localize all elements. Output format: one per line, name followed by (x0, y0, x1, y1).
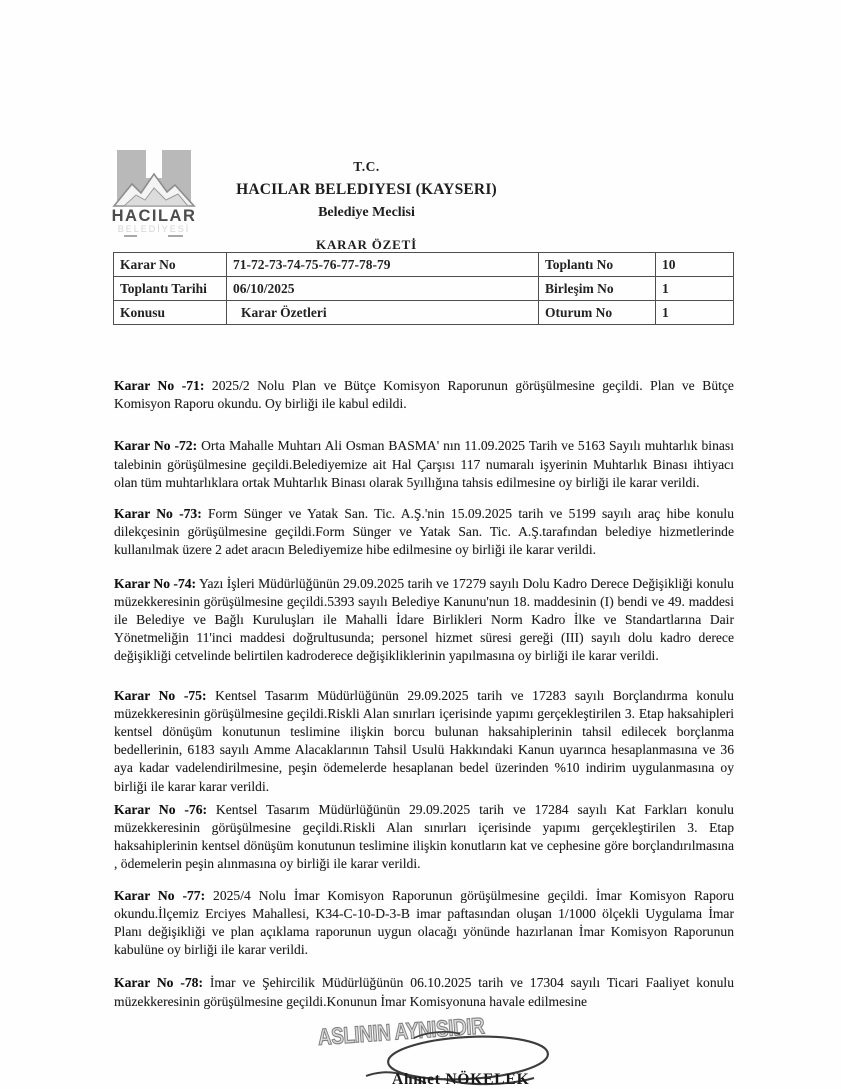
decision-label: Karar No -74: (114, 575, 197, 591)
toplanti-tarihi-value: 06/10/2025 (227, 277, 539, 301)
decision-paragraph-73 (114, 505, 734, 560)
decision-paragraph-75 (114, 687, 734, 796)
oturum-no-label: Oturum No (539, 301, 656, 325)
decision-meta-table (113, 252, 734, 325)
decision-text: Form Sünger ve Yatak San. Tic. A.Ş.'nin 15.09.2025 tarih ve 5199 sayılı araç hibe konulu dilekçesinin görüşülmesine geçildi.Form Sünger ve Yatak San. Tic. A.Ş.tarafından belediye hizmetlerinde kullanılmak üzere 2 adet aracın Belediyemize hibe edilmesine oy birliği ile karar verildi. (114, 506, 734, 558)
konusu-value: Karar Özetleri (227, 301, 539, 325)
karar-no-value: 71-72-73-74-75-76-77-78-79 (227, 253, 539, 277)
table-row (114, 301, 734, 325)
decision-text: 2025/2 Nolu Plan ve Bütçe Komisyon Raporunun görüşülmesine geçildi. Plan ve Bütçe Komisyon Raporu okundu. Oy birliği ile kabul edildi. (114, 378, 734, 412)
decision-paragraph-71 (114, 377, 734, 413)
karar-no-label: Karar No (114, 253, 227, 277)
decision-label: Karar No -73: (114, 506, 202, 522)
toplanti-no-value: 10 (656, 253, 734, 277)
table-row (114, 277, 734, 301)
decision-text: Yazı İşleri Müdürlüğünün 29.09.2025 tarih ve 17279 sayılı Dolu Kadro Derece Değişikliği konulu müzekkeresinin görüşülmesine geçildi.5393 sayılı Belediye Kanunu'nun 18. maddesinin (I) bendi ve 49. maddesi ile Belediye ve Bağlı Kuruluşları ile Mahalli İdare Birlikleri Norm Kadro İlke ve Standartlarına Dair Yönetmeliğin 11'inci maddesi doğrultusunda; personel hizmet süresi gereği (III) sayılı dolu kadro derece değişikliği cetvelinde belirtilen kadroderece değişikliklerinin yapılmasına oy birliği ile karar verildi. (114, 575, 734, 664)
council-heading: Belediye Meclisi (318, 205, 415, 220)
decision-label: Karar No -75: (114, 687, 207, 703)
konusu-label: Konusu (114, 301, 227, 325)
birlesim-no-value: 1 (656, 277, 734, 301)
toplanti-no-label: Toplantı No (539, 253, 656, 277)
decision-text: Kentsel Tasarım Müdürlüğünün 29.09.2025 tarih ve 17284 sayılı Kat Farkları konulu müzekkeresinin görüşülmesine geçildi.Riskli Alan sınırları içerisinde yapımı gerçekleştirilen 3. Etap haksahiplerinin kentsel dönüşüm konutunun teslimine ilişkin konutların kat ve cephesine göre borçlandırılmasına , ödemelerin peşin alınmasına oy birliği ile karar verildi. (114, 801, 734, 872)
document-header (114, 158, 619, 253)
decision-label: Karar No -78: (114, 975, 203, 991)
decision-text: İmar ve Şehircilik Müdürlüğünün 06.10.2025 tarih ve 17304 sayılı Ticari Faaliyet konulu müzekkeresinin görüşülmesine geçildi.Konunun İmar Komisyonuna havale edilmesine (114, 975, 734, 1009)
decision-text: 2025/4 Nolu İmar Komisyon Raporunun görüşülmesine geçildi. İmar Komisyon Raporu okundu.İlçemiz Erciyes Mahallesi, K34-C-10-D-3-B imar paftasından oluşan 1/1000 ölçekli Uygulama İmar Planı değişikliği ve plan açıklama raporunun uygun olacağı yönünde hazırlanan İmar Komisyon Raporunun kabulüne oy birliği ile karar verildi. (114, 887, 734, 958)
tc-heading: T.C. (353, 159, 380, 174)
decision-label: Karar No -72: (114, 438, 198, 454)
birlesim-no-label: Birleşim No (539, 277, 656, 301)
decision-list (114, 377, 734, 1011)
decision-paragraph-78 (114, 974, 734, 1010)
table-row (114, 253, 734, 277)
decision-paragraph-72 (114, 437, 734, 492)
decision-text: Kentsel Tasarım Müdürlüğünün 29.09.2025 tarih ve 17283 sayılı Borçlandırma konulu müzekkeresinin görüşülmesine geçildi.Riskli Alan sınırları içerisinde yapımı gerçekleştirilen 3. Etap haksahipleri kentsel dönüşüm konutunun teslimine ilişkin borcu bulunan haksahiplerinin tahsil edilecek borçlanma bedellerinin, 6183 sayılı Amme Alacaklarının Tahsil Usulü Hakkındaki Kanun uyarınca hesaplanmasına ve 36 aya kadar vadelendirilmesine, peşin ödemelerde hesaplanan bedel üzerinden %10 indirim uygulanmasına oy birliği ile karar karar verildi. (114, 687, 734, 794)
svg-text:HACILAR: HACILAR (112, 207, 197, 225)
decision-text: Orta Mahalle Muhtarı Ali Osman BASMA' nın 11.09.2025 Tarih ve 5163 Sayılı muhtarlık binası talebinin görüşülmesine geçildi.Belediyemize ait Hal Çarşısı 117 numaralı işyerinin Muhtarlık Binası ihtiyacı olan tüm muhtarlıklara ortak Muhtarlık Binası olarak 5yıllığına tahsis edilmesine oy birliği ile karar verildi. (114, 438, 734, 490)
aslinin-aynisidir-stamp: ASLININ AYNISIDIR (317, 1012, 486, 1050)
decision-label: Karar No -77: (114, 887, 206, 903)
decision-label: Karar No -71: (114, 378, 205, 393)
municipality-heading: HACILAR BELEDIYESI (KAYSERI) (236, 181, 497, 198)
oturum-no-value: 1 (656, 301, 734, 325)
decision-paragraph-77 (114, 887, 734, 960)
decision-paragraph-76 (114, 801, 734, 874)
toplanti-tarihi-label: Toplantı Tarihi (114, 277, 227, 301)
decision-paragraph-74 (114, 575, 734, 666)
decision-label: Karar No -76: (114, 801, 208, 817)
document-title: KARAR ÖZETİ (316, 237, 417, 252)
signer-name: Ahmet NÖKELEK (392, 1071, 530, 1088)
svg-text:BELEDİYESİ: BELEDİYESİ (117, 224, 191, 234)
